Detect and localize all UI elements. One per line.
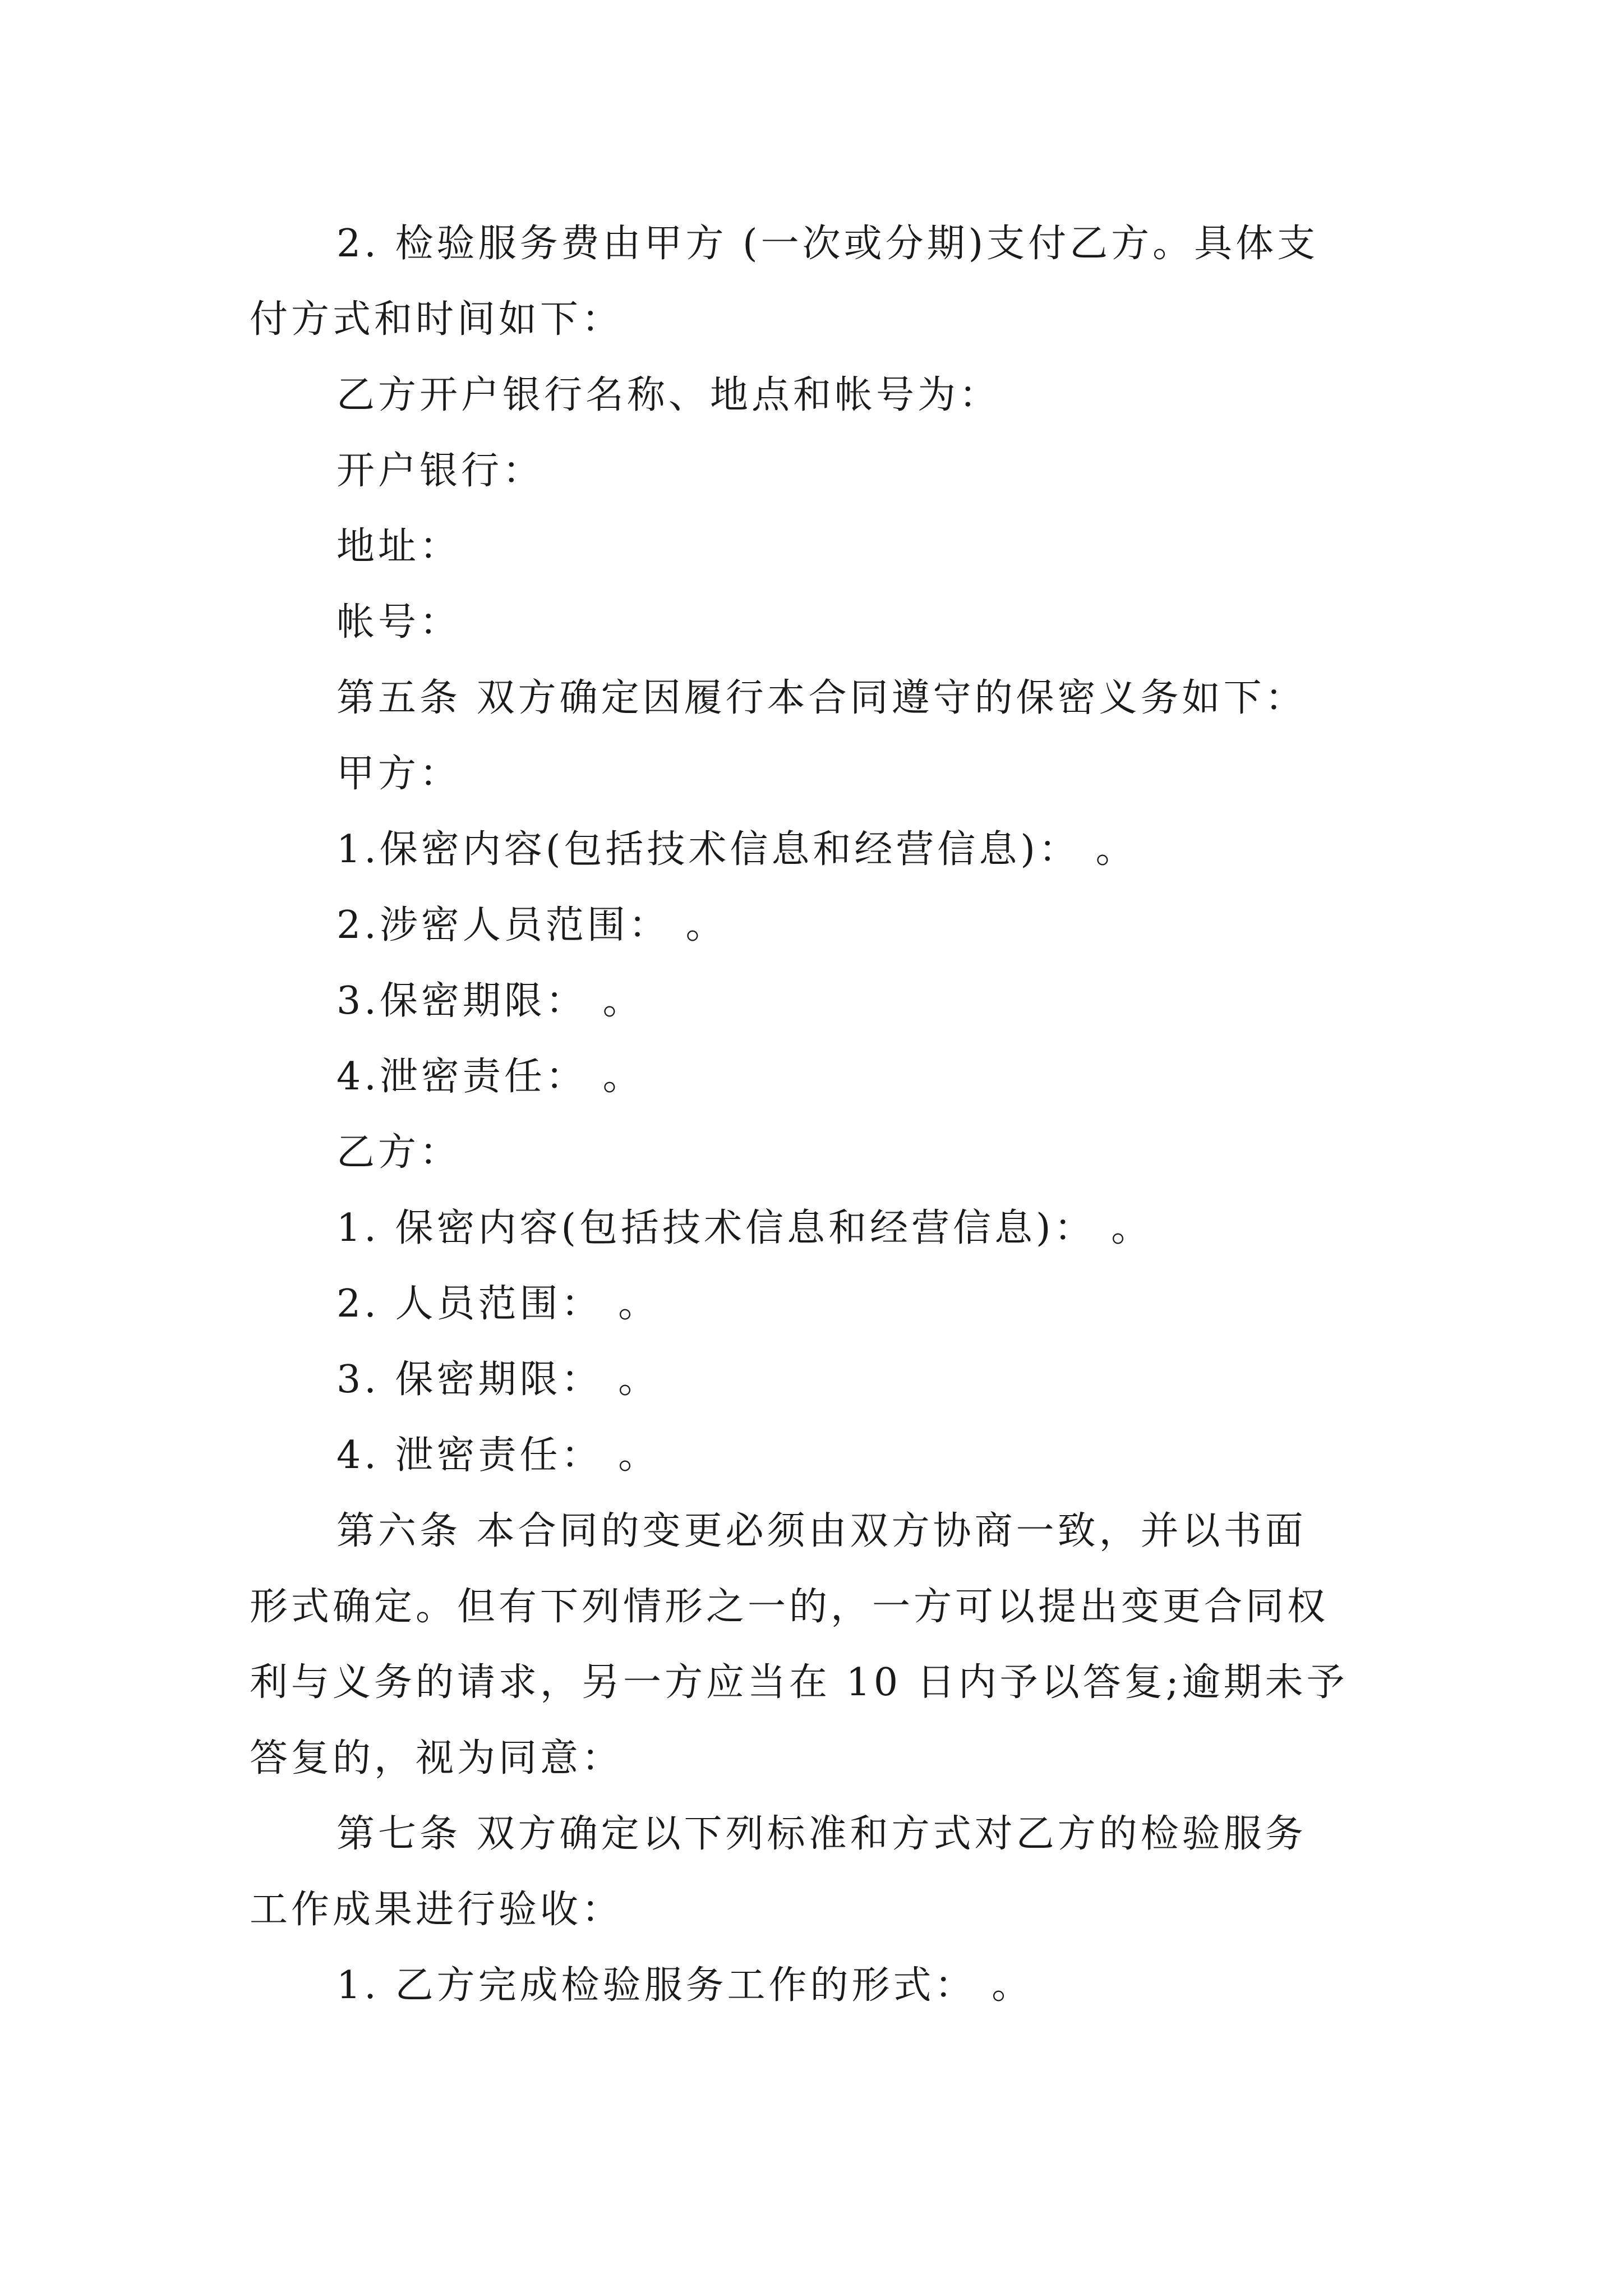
list-item: 4. 泄密责任： 。: [336, 1433, 660, 1478]
list-item: 3. 保密期限： 。: [336, 1358, 660, 1402]
list-item: 2.涉密人员范围： 。: [336, 903, 727, 947]
paragraph-line: 利与义务的请求，另一方应当在 10 日内予以答复;逾期未予: [250, 1660, 1348, 1705]
paragraph-line: 甲方：: [336, 752, 462, 796]
paragraph-line: 付方式和时间如下：: [250, 297, 624, 342]
list-item: 1. 乙方完成检验服务工作的形式： 。: [336, 1963, 1034, 2008]
paragraph-line: 答复的，视为同意：: [250, 1736, 624, 1780]
list-item: 4.泄密责任： 。: [336, 1055, 644, 1099]
list-item: 1.保密内容(包括技术信息和经营信息)： 。: [336, 827, 1137, 872]
paragraph-line: 帐号：: [336, 600, 462, 645]
section-heading: 第六条 本合同的变更必须由双方协商一致，并以书面: [336, 1509, 1307, 1553]
section-heading: 第五条 双方确定因履行本合同遵守的保密义务如下：: [336, 676, 1307, 720]
list-item: 2. 人员范围： 。: [336, 1282, 660, 1326]
paragraph-line: 形式确定。但有下列情形之一的，一方可以提出变更合同权: [250, 1585, 1329, 1629]
paragraph-line: 乙方开户银行名称、地点和帐号为：: [336, 373, 1001, 417]
paragraph-line: 2. 检验服务费由甲方 (一次或分期)支付乙方。具体支: [336, 222, 1319, 266]
list-item: 3.保密期限： 。: [336, 979, 644, 1023]
paragraph-line: 地址：: [336, 524, 462, 569]
paragraph-line: 开户银行：: [336, 449, 545, 493]
section-heading: 第七条 双方确定以下列标准和方式对乙方的检验服务: [336, 1812, 1307, 1856]
list-item: 1. 保密内容(包括技术信息和经营信息)： 。: [336, 1206, 1153, 1250]
paragraph-line: 乙方：: [336, 1130, 462, 1175]
paragraph-line: 工作成果进行验收：: [250, 1888, 624, 1932]
